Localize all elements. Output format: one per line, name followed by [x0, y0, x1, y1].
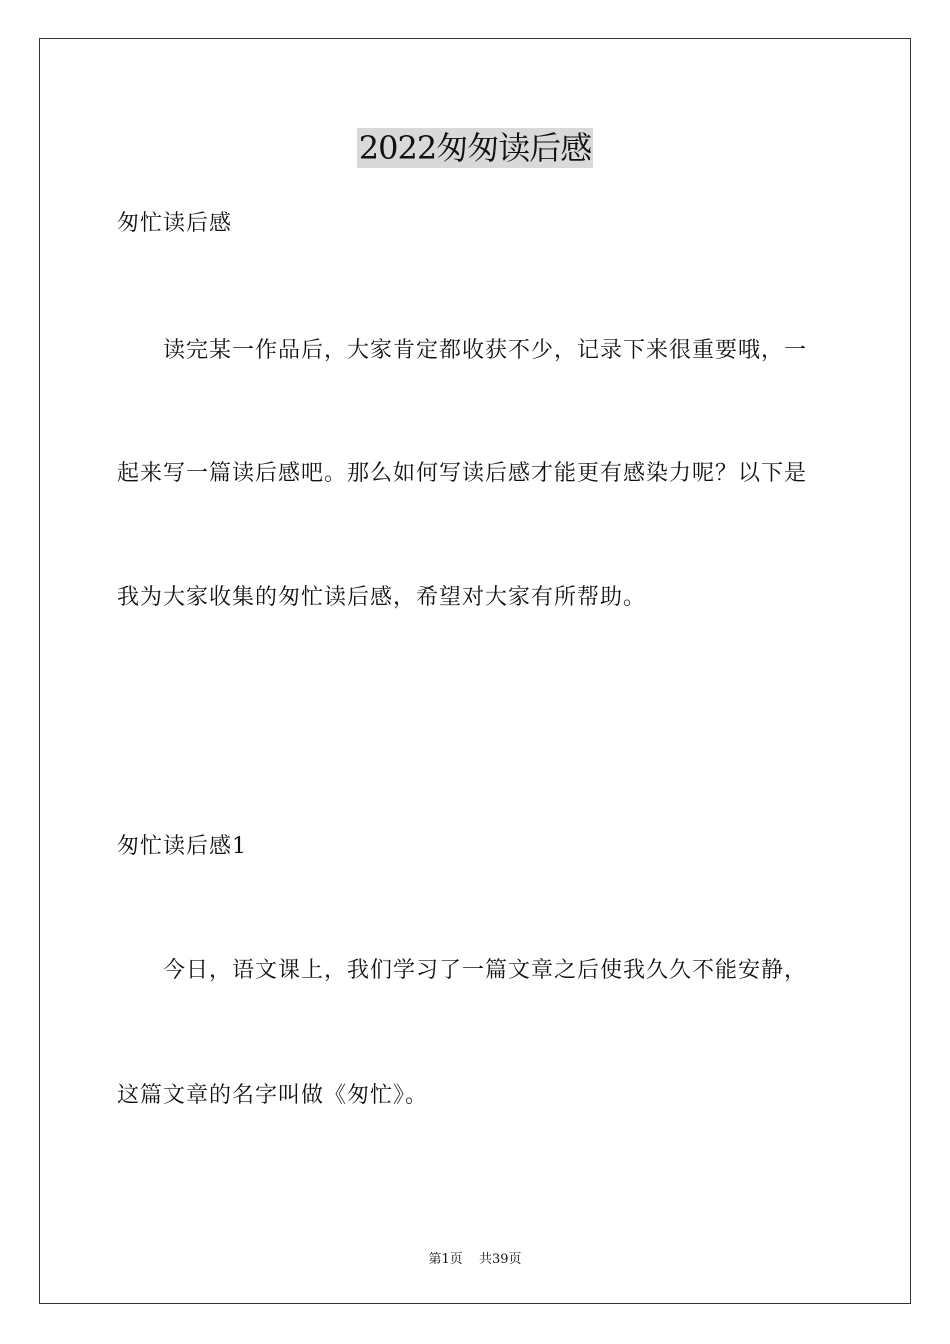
paragraph-line: 我为大家收集的匆忙读后感，希望对大家有所帮助。	[117, 585, 647, 610]
document-title-container	[0, 128, 950, 168]
paragraph-line: 这篇文章的名字叫做《匆忙》。	[117, 1083, 429, 1108]
section-heading: 匆忙读后感1	[117, 834, 247, 859]
paragraph-line: 读完某一作品后，大家肯定都收获不少，记录下来很重要哦，一	[163, 338, 808, 363]
section-heading: 匆忙读后感	[117, 211, 233, 236]
page-number: 第1页	[428, 1252, 463, 1267]
paragraph-line: 起来写一篇读后感吧。那么如何写读后感才能更有感染力呢？以下是	[117, 461, 808, 486]
document-title: 2022匆匆读后感	[358, 129, 592, 167]
paragraph-line: 今日，语文课上，我们学习了一篇文章之后使我久久不能安静，	[163, 958, 808, 983]
page-footer	[0, 1248, 950, 1267]
page-total: 共39页	[478, 1252, 522, 1267]
